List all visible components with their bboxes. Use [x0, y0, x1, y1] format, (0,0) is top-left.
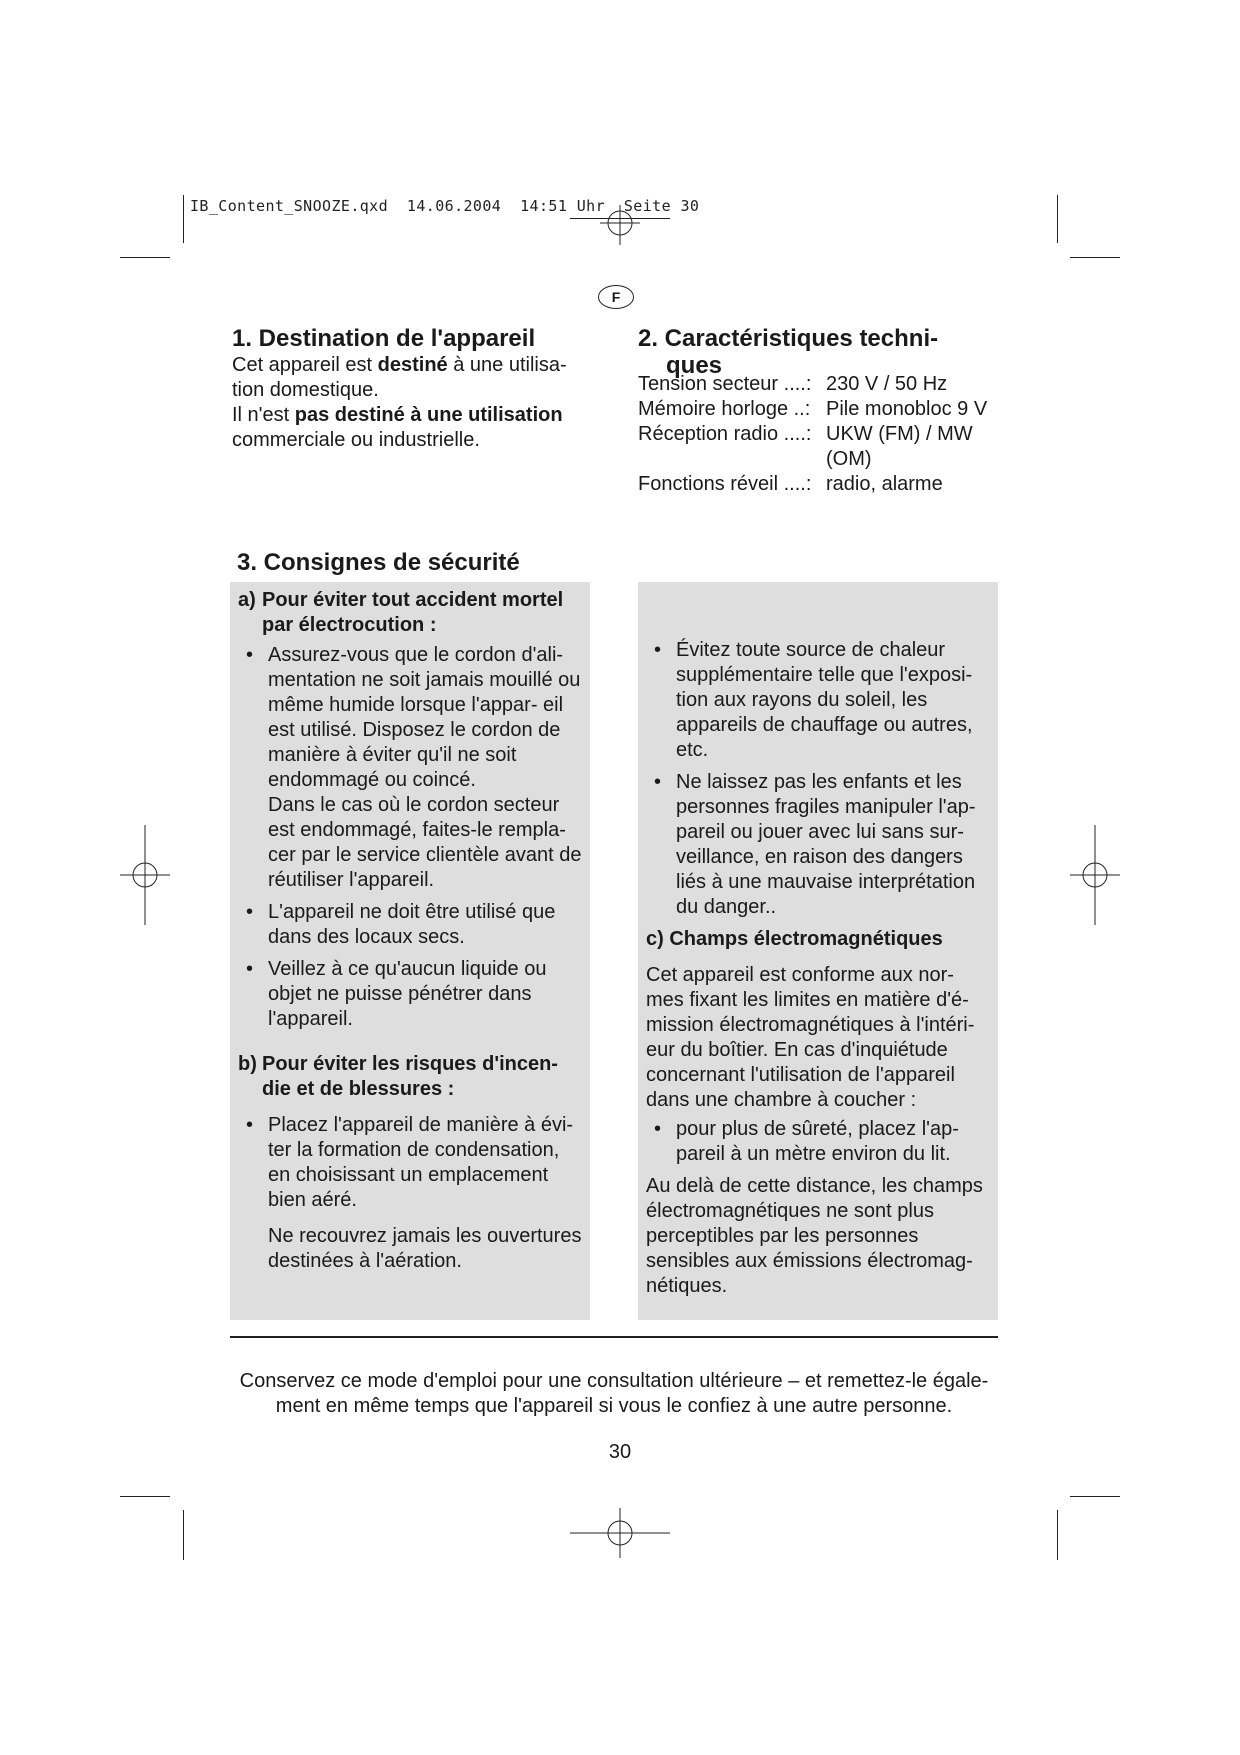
spec-row	[638, 397, 996, 422]
spec-value: radio, alarme	[826, 473, 943, 495]
language-badge: F	[598, 285, 634, 309]
section-1-title: 1. Destination de l'appareil	[232, 325, 536, 352]
emphasis: destiné	[377, 354, 448, 376]
spec-row	[638, 422, 996, 472]
safety-box-right	[638, 582, 998, 1320]
crop-mark	[1057, 195, 1058, 243]
spec-table	[638, 372, 996, 497]
section-2-title	[638, 325, 938, 379]
list-item: • pour plus de sûreté, placez l'ap- pareil à un mètre environ du lit.	[646, 1117, 991, 1167]
section-1-line-3	[232, 403, 612, 428]
section-1-line-1	[232, 353, 612, 378]
subsection-heading-text: Pour éviter tout accident mortel par électrocution :	[262, 589, 564, 636]
list-item: • Ne laissez pas les enfants et les personnes fragiles manipuler l'ap- pareil ou jouer avec lui sans sur- veillance, en raison des dangers liés à une mauvaise interprétation du danger..	[646, 770, 991, 920]
spec-value: 230 V / 50 Hz	[826, 373, 948, 395]
subsection-a-list	[238, 643, 583, 1032]
spec-row	[638, 472, 996, 497]
list-item: • Évitez toute source de chaleur supplémentaire telle que l'exposi- tion aux rayons du soleil, les appareils de chauffage ou autres, etc.	[646, 638, 991, 763]
safety-box-left	[230, 582, 590, 1320]
footer-note: Conservez ce mode d'emploi pour une consultation ultérieure – et remettez-le égale- ment en même temps que l'appareil si vous le confiez à une autre personne.	[239, 1370, 989, 1417]
list-item: • Placez l'appareil de manière à évi- ter la formation de condensation, en choisissant un emplacement bien aéré.	[238, 1113, 583, 1213]
subsection-c-paragraph-2: Au delà de cette distance, les champs électromagnétiques ne sont plus perceptibles par les personnes sensibles aux émissions électromag- nétiques.	[646, 1175, 983, 1297]
section-1-line-2: tion domestique.	[232, 379, 379, 401]
section-1-body	[232, 353, 612, 453]
title-line-2: ques	[666, 352, 723, 379]
crop-mark	[1057, 1510, 1058, 1560]
subsection-c-heading: c) Champs électromagnétiques	[646, 928, 943, 950]
list-item: • Veillez à ce qu'aucun liquide ou objet ne puisse pénétrer dans l'appareil.	[238, 957, 583, 1032]
crop-mark	[183, 195, 184, 243]
text: à une utilisa-	[447, 354, 567, 376]
title-line-1: 2. Caractéristiques techni-	[638, 325, 939, 352]
spec-value: UKW (FM) / MW (OM)	[826, 423, 973, 470]
subsection-a-heading	[238, 588, 583, 638]
subsection-b-note: Ne recouvrez jamais les ouvertures destinées à l'aération.	[268, 1225, 582, 1272]
header-page-label: Seite 30	[623, 197, 700, 215]
subsection-letter: b)	[238, 1053, 257, 1075]
text: Cet appareil est	[232, 354, 378, 376]
text: Il n'est	[232, 404, 295, 426]
registration-mark-left	[120, 825, 170, 925]
subsection-c-list	[646, 1117, 991, 1167]
spec-label: Tension secteur ....:	[638, 373, 812, 395]
spec-label: Réception radio ....:	[638, 423, 812, 445]
header-filename: IB_Content_SNOOZE.qxd	[190, 197, 389, 215]
registration-mark-right	[1070, 825, 1120, 925]
crop-mark	[1070, 1496, 1120, 1497]
emphasis: pas destiné à une utilisation	[294, 404, 563, 426]
crop-mark	[1070, 257, 1120, 258]
spec-row	[638, 372, 996, 397]
page-number: 30	[608, 1441, 632, 1463]
subsection-c-paragraph-1: Cet appareil est conforme aux nor- mes fixant les limites en matière d'é- mission électromagnétiques à l'intéri- eur du boîtier. En cas d'inquiétude concernant l'utilisation de l'appareil dans une chambre à coucher :	[646, 964, 975, 1111]
spec-label: Mémoire horloge ..:	[638, 398, 811, 420]
list-item-text: Assurez-vous que le cordon d'ali- mentation ne soit jamais mouillé ou même humide lorsque l'appar- eil est utilisé. Disposez le cordon de manière à éviter qu'il ne soit endommagé ou coincé.	[268, 644, 581, 791]
header-time: 14:51	[520, 197, 568, 215]
subsection-b-list	[238, 1113, 583, 1213]
spec-value: Pile monobloc 9 V	[826, 398, 988, 420]
spec-label: Fonctions réveil ....:	[638, 473, 812, 495]
safety-box-left-content	[238, 588, 583, 1274]
right-list	[646, 638, 991, 920]
safety-box-right-content	[646, 638, 991, 1299]
crop-mark	[120, 1496, 170, 1497]
header-unit: Uhr	[576, 197, 605, 215]
list-item-text-continued: Dans le cas où le cordon secteur est endommagé, faites-le rempla- cer par le service clientèle avant de réutiliser l'appareil.	[268, 794, 582, 891]
list-item	[238, 643, 583, 893]
subsection-heading-text: Pour éviter les risques d'incen- die et de blessures :	[262, 1053, 558, 1100]
crop-mark	[183, 1510, 184, 1560]
section-1-line-4: commerciale ou industrielle.	[232, 429, 480, 451]
section-3-title: 3. Consignes de sécurité	[237, 549, 520, 576]
footer-divider	[230, 1336, 998, 1338]
file-header	[190, 197, 699, 215]
crop-mark	[120, 257, 170, 258]
subsection-letter: a)	[238, 589, 256, 611]
header-date: 14.06.2004	[406, 197, 502, 215]
registration-mark-bottom	[570, 1508, 670, 1558]
subsection-b-heading	[238, 1052, 583, 1102]
list-item: • L'appareil ne doit être utilisé que dans des locaux secs.	[238, 900, 583, 950]
